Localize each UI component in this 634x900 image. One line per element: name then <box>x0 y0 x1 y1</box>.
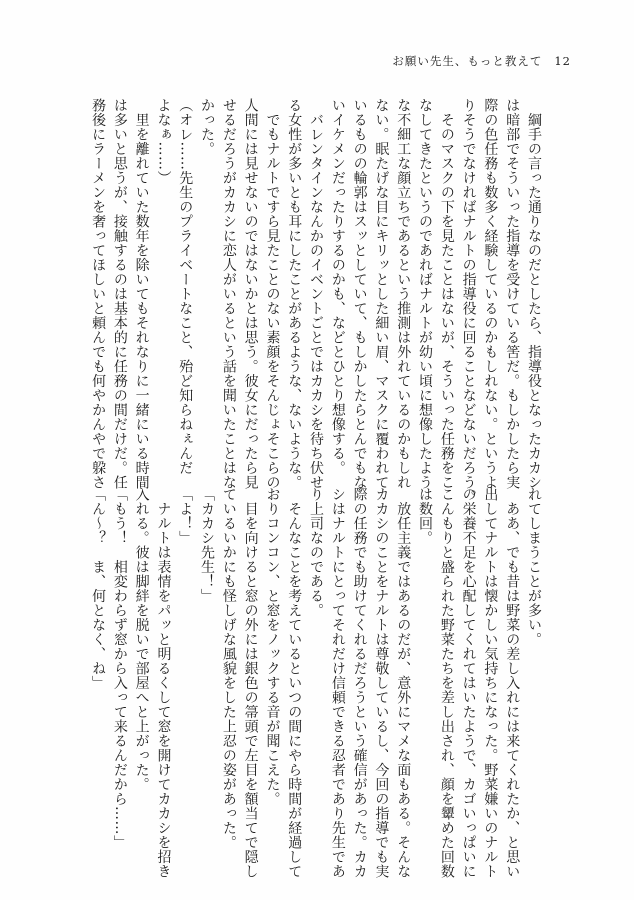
text-line: かった。 <box>199 98 216 156</box>
text-line: （オレ……先生のプライベートなこと、殆ど知らねぇんだ <box>177 98 194 475</box>
text-line: カカシのことをナルトは尊敬しているし、今回の指導でも実 <box>373 487 390 879</box>
text-line: そんなことを考えているといつの間にやら時間が経過して <box>286 487 303 879</box>
text-line: は多いと思うが、接触するのは基本的に任務の間だけだ。任 <box>111 98 128 490</box>
text-line: 入れる。彼は脚絆を脱いで部屋へと上がった。 <box>133 487 150 792</box>
text-line: 人間には見せないのではないかとは思う。彼女にだったら見 <box>242 98 259 490</box>
text-line: ああ、でも昔は野菜の差し入れには来てくれたか、と思い <box>504 487 521 879</box>
text-line: ナルトは表情をパッと明るくして窓を開けてカカシを招き <box>155 487 172 879</box>
text-line: る女性が多いとも耳にしたことがあるような、ないような。 <box>286 98 303 490</box>
running-title: お願い先生、もっと教えて <box>392 54 543 68</box>
text-line: おりコンコン、と窓をノックする音が聞こえた。 <box>264 487 281 806</box>
text-line: り上司なのである。 <box>308 487 325 618</box>
text-line: 目を向けると窓の外には銀色の箒頭で左目を額当てで隠し <box>242 487 259 879</box>
text-line: 務後にラーメンを奢ってほしいと頼んでも何やかんやで躱さ <box>90 98 107 490</box>
text-line: 里を離れていた数年を除いてもそれなりに一緒にいる時間 <box>133 98 150 490</box>
text-line: 綱手の言った通りなのだとしたら、指導役となったカカシ <box>526 98 542 490</box>
text-line: 際の任務でも助けてくれるだろうという確信があった。カカ <box>351 487 368 879</box>
text-line: りそうでなければナルトの指導役に回ることなどないだろう。 <box>460 98 477 504</box>
text-line: 出してナルトは懐かしい気持ちになった。野菜嫌いのナルト <box>482 487 499 879</box>
text-line: でもナルトですら見たことのない素顔をそんじょそこらの <box>264 98 281 490</box>
upper-text-block <box>64 98 544 504</box>
text-line: なしてきたというのであればナルトが幼い頃に想像したよう <box>417 98 434 490</box>
text-line: バレンタインなんかのイベントごとではカカシを待ち伏せ <box>308 98 325 490</box>
text-line: こんもりと盛られた野菜たちを差し出され、顔を顰めた回数 <box>438 487 455 879</box>
text-line: 「カカシ先生！」 <box>199 487 216 603</box>
text-line: シはナルトにとってそれだけ信頼できる忍者であり先生であ <box>329 487 346 879</box>
running-header <box>392 53 571 69</box>
text-line: そのマスクの下を見たことはないが、そういった任務をこ <box>438 98 455 490</box>
text-line: 「もう！ 相変わらず窓から入って来るんだから……」 <box>111 487 128 850</box>
text-line: は暗部でそういった指導を受けている筈だ。もしかしたら実 <box>504 98 521 490</box>
text-line: せるだろうがカカシに恋人がいるという話を聞いたことはな <box>220 98 237 490</box>
page-number: 12 <box>554 54 571 68</box>
text-line: いるものの輪郭はスッとしていて、もしかしたらとんでもな <box>351 98 368 490</box>
text-line: な不細工な顔立ちであるという推測は外れているのかもしれ <box>395 98 412 490</box>
text-line: いイケメンだったりするのかも、などとひとり想像する。 <box>329 98 346 475</box>
text-line: 放任主義ではあるのだが、意外にマメな面もある。そんな <box>395 487 412 879</box>
text-line: れてしまうことが多い。 <box>526 487 542 647</box>
text-line: の栄養不足を心配してくれてはいたようで、カゴいっぱいに <box>460 487 477 879</box>
text-line: ているいかにも怪しげな風貌をした上忍の姿があった。 <box>220 487 237 850</box>
lower-text-block <box>64 487 544 879</box>
text-line: 際の色任務も数多く経験しているのかもしれない。というよ <box>482 98 499 490</box>
text-line: ない。眠たげな目にキリッとした細い眉、マスクに覆われて <box>373 98 390 490</box>
text-line: よなぁ……） <box>155 98 172 185</box>
text-line: 「よ！」 <box>177 487 194 545</box>
text-line: 「ん〜？ ま、何となく、ね」 <box>90 487 107 690</box>
text-line: は数回。 <box>417 487 434 545</box>
